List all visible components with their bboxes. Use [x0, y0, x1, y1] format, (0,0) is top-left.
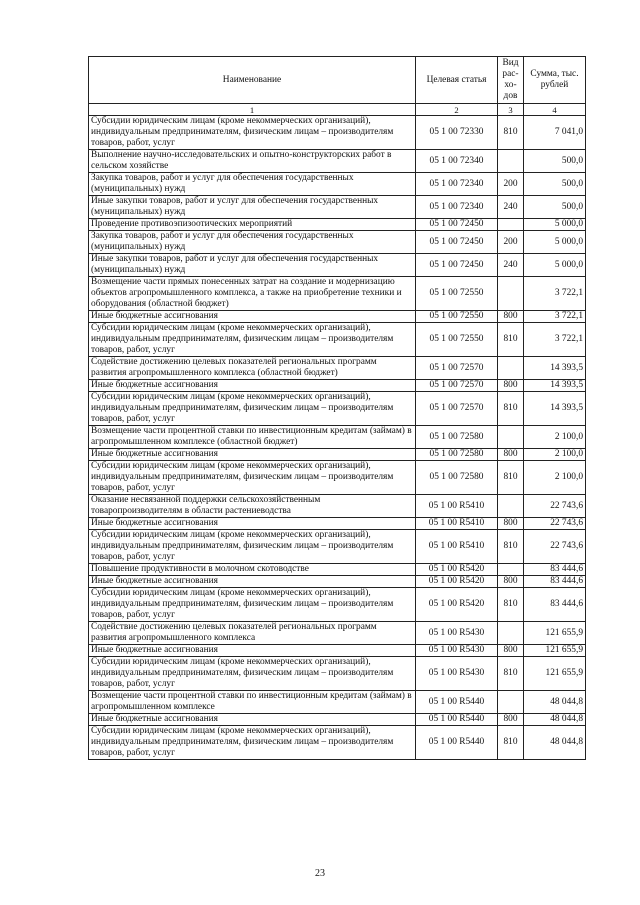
cell-name: Проведение противоэпизоотических мероприятий [89, 219, 416, 231]
cell-sum: 7 041,0 [524, 116, 586, 150]
cell-sum: 500,0 [524, 173, 586, 196]
table-row [89, 588, 586, 622]
table-row [89, 426, 586, 449]
cell-name: Оказание несвязанной поддержки сельскохозяйственным товаропроизводителям в области растениеводства [89, 495, 416, 518]
cell-vid [498, 277, 524, 311]
cell-code: 05 1 00 72340 [416, 150, 498, 173]
cell-name: Иные закупки товаров, работ и услуг для обеспечения государственных (муниципальных) нужд [89, 254, 416, 277]
column-number: 4 [524, 104, 586, 116]
cell-sum: 5 000,0 [524, 219, 586, 231]
table-row [89, 461, 586, 495]
cell-name: Возмещение части прямых понесенных затрат на создание и модернизацию объектов агропромышленного комплекса, а также на приобретение техники и оборудования (областной бюджет) [89, 277, 416, 311]
page-number: 23 [315, 868, 325, 879]
cell-sum: 3 722,1 [524, 323, 586, 357]
cell-code: 05 1 00 72570 [416, 357, 498, 380]
cell-sum: 3 722,1 [524, 311, 586, 323]
cell-code: 05 1 00 72580 [416, 449, 498, 461]
table-body [89, 116, 586, 760]
budget-table-container [88, 56, 585, 760]
table-row [89, 380, 586, 392]
table-row [89, 530, 586, 564]
cell-vid: 810 [498, 392, 524, 426]
table-row [89, 116, 586, 150]
cell-vid: 800 [498, 645, 524, 657]
table-row [89, 150, 586, 173]
cell-sum: 121 655,9 [524, 657, 586, 691]
cell-code: 05 1 00 72570 [416, 392, 498, 426]
cell-vid [498, 426, 524, 449]
cell-code: 05 1 00 72550 [416, 323, 498, 357]
cell-name: Иные бюджетные ассигнования [89, 645, 416, 657]
cell-code: 05 1 00 72580 [416, 461, 498, 495]
cell-vid: 240 [498, 196, 524, 219]
table-row [89, 311, 586, 323]
cell-code: 05 1 00 R5420 [416, 588, 498, 622]
column-number: 2 [416, 104, 498, 116]
cell-sum: 5 000,0 [524, 254, 586, 277]
cell-code: 05 1 00 72340 [416, 173, 498, 196]
budget-table [88, 56, 586, 760]
table-row [89, 173, 586, 196]
table-row [89, 254, 586, 277]
cell-code: 05 1 00 72550 [416, 277, 498, 311]
table-row [89, 231, 586, 254]
cell-name: Иные бюджетные ассигнования [89, 449, 416, 461]
cell-name: Субсидии юридическим лицам (кроме некоммерческих организаций), индивидуальным предпринимателям, физическим лицам – производителям товаров, работ, услуг [89, 657, 416, 691]
cell-name: Иные бюджетные ассигнования [89, 311, 416, 323]
cell-name: Субсидии юридическим лицам (кроме некоммерческих организаций), индивидуальным предпринимателям, физическим лицам – производителям товаров, работ, услуг [89, 116, 416, 150]
cell-sum: 500,0 [524, 150, 586, 173]
column-number-row [89, 104, 586, 116]
table-row [89, 357, 586, 380]
cell-sum: 2 100,0 [524, 426, 586, 449]
cell-vid: 810 [498, 588, 524, 622]
table-row [89, 645, 586, 657]
table-row [89, 196, 586, 219]
cell-vid: 810 [498, 530, 524, 564]
cell-vid: 810 [498, 726, 524, 760]
cell-code: 05 1 00 R5410 [416, 530, 498, 564]
cell-code: 05 1 00 R5430 [416, 622, 498, 645]
cell-name: Иные бюджетные ассигнования [89, 518, 416, 530]
table-row [89, 691, 586, 714]
cell-vid: 200 [498, 231, 524, 254]
cell-code: 05 1 00 72330 [416, 116, 498, 150]
cell-vid: 810 [498, 323, 524, 357]
cell-name: Субсидии юридическим лицам (кроме некоммерческих организаций), индивидуальным предпринимателям, физическим лицам – производителям товаров, работ, услуг [89, 588, 416, 622]
cell-vid [498, 219, 524, 231]
cell-name: Закупка товаров, работ и услуг для обеспечения государственных (муниципальных) нужд [89, 173, 416, 196]
cell-sum: 22 743,6 [524, 530, 586, 564]
cell-code: 05 1 00 R5410 [416, 495, 498, 518]
cell-code: 05 1 00 72340 [416, 196, 498, 219]
cell-name: Субсидии юридическим лицам (кроме некоммерческих организаций), индивидуальным предпринимателям, физическим лицам – производителям товаров, работ, услуг [89, 726, 416, 760]
cell-code: 05 1 00 72570 [416, 380, 498, 392]
table-row [89, 726, 586, 760]
cell-name: Содействие достижению целевых показателей региональных программ развития агропромышленного комплекса (областной бюджет) [89, 357, 416, 380]
cell-code: 05 1 00 R5410 [416, 518, 498, 530]
cell-sum: 3 722,1 [524, 277, 586, 311]
table-row [89, 495, 586, 518]
cell-vid: 800 [498, 380, 524, 392]
cell-name: Субсидии юридическим лицам (кроме некоммерческих организаций), индивидуальным предпринимателям, физическим лицам – производителям товаров, работ, услуг [89, 530, 416, 564]
header-code: Целевая статья [416, 57, 498, 104]
cell-vid: 200 [498, 173, 524, 196]
cell-code: 05 1 00 72450 [416, 231, 498, 254]
cell-vid [498, 357, 524, 380]
cell-vid: 810 [498, 461, 524, 495]
cell-sum: 22 743,6 [524, 518, 586, 530]
cell-code: 05 1 00 R5420 [416, 564, 498, 576]
cell-code: 05 1 00 R5430 [416, 645, 498, 657]
table-row [89, 622, 586, 645]
table-row [89, 392, 586, 426]
cell-name: Иные закупки товаров, работ и услуг для обеспечения государственных (муниципальных) нужд [89, 196, 416, 219]
cell-vid: 800 [498, 714, 524, 726]
cell-code: 05 1 00 R5420 [416, 576, 498, 588]
cell-code: 05 1 00 72450 [416, 254, 498, 277]
cell-code: 05 1 00 R5440 [416, 726, 498, 760]
table-row [89, 657, 586, 691]
header-name: Наименование [89, 57, 416, 104]
table-row [89, 714, 586, 726]
cell-vid [498, 495, 524, 518]
cell-name: Возмещение части процентной ставки по инвестиционным кредитам (займам) в агропромышленном комплексе [89, 691, 416, 714]
table-row [89, 323, 586, 357]
header-vid: Вид рас-хо-дов [498, 57, 524, 104]
table-row [89, 564, 586, 576]
table-header-row [89, 57, 586, 104]
cell-sum: 48 044,8 [524, 714, 586, 726]
cell-code: 05 1 00 72550 [416, 311, 498, 323]
cell-sum: 83 444,6 [524, 576, 586, 588]
cell-sum: 2 100,0 [524, 461, 586, 495]
cell-sum: 22 743,6 [524, 495, 586, 518]
cell-name: Иные бюджетные ассигнования [89, 714, 416, 726]
table-row [89, 576, 586, 588]
cell-code: 05 1 00 72580 [416, 426, 498, 449]
cell-vid [498, 150, 524, 173]
cell-code: 05 1 00 72450 [416, 219, 498, 231]
cell-sum: 121 655,9 [524, 622, 586, 645]
cell-sum: 5 000,0 [524, 231, 586, 254]
cell-vid [498, 691, 524, 714]
cell-vid: 800 [498, 311, 524, 323]
cell-sum: 83 444,6 [524, 588, 586, 622]
cell-vid [498, 622, 524, 645]
cell-sum: 14 393,5 [524, 357, 586, 380]
cell-name: Содействие достижению целевых показателей региональных программ развития агропромышленного комплекса [89, 622, 416, 645]
cell-sum: 121 655,9 [524, 645, 586, 657]
cell-code: 05 1 00 R5440 [416, 714, 498, 726]
table-row [89, 518, 586, 530]
cell-vid: 810 [498, 116, 524, 150]
cell-name: Субсидии юридическим лицам (кроме некоммерческих организаций), индивидуальным предпринимателям, физическим лицам – производителям товаров, работ, услуг [89, 392, 416, 426]
cell-vid: 800 [498, 449, 524, 461]
cell-sum: 500,0 [524, 196, 586, 219]
cell-vid: 800 [498, 576, 524, 588]
cell-vid: 810 [498, 657, 524, 691]
cell-name: Выполнение научно-исследовательских и опытно-конструкторских работ в сельском хозяйстве [89, 150, 416, 173]
cell-sum: 48 044,8 [524, 726, 586, 760]
cell-code: 05 1 00 R5430 [416, 657, 498, 691]
cell-sum: 83 444,6 [524, 564, 586, 576]
cell-sum: 48 044,8 [524, 691, 586, 714]
table-row [89, 277, 586, 311]
cell-vid [498, 564, 524, 576]
table-row [89, 219, 586, 231]
cell-name: Субсидии юридическим лицам (кроме некоммерческих организаций), индивидуальным предпринимателям, физическим лицам – производителям товаров, работ, услуг [89, 461, 416, 495]
column-number: 3 [498, 104, 524, 116]
cell-vid: 240 [498, 254, 524, 277]
cell-sum: 14 393,5 [524, 380, 586, 392]
cell-name: Субсидии юридическим лицам (кроме некоммерческих организаций), индивидуальным предпринимателям, физическим лицам – производителям товаров, работ, услуг [89, 323, 416, 357]
cell-sum: 14 393,5 [524, 392, 586, 426]
cell-name: Закупка товаров, работ и услуг для обеспечения государственных (муниципальных) нужд [89, 231, 416, 254]
cell-name: Повышение продуктивности в молочном скотоводстве [89, 564, 416, 576]
cell-code: 05 1 00 R5440 [416, 691, 498, 714]
header-sum: Сумма, тыс. рублей [524, 57, 586, 104]
cell-sum: 2 100,0 [524, 449, 586, 461]
cell-name: Иные бюджетные ассигнования [89, 380, 416, 392]
cell-vid: 800 [498, 518, 524, 530]
column-number: 1 [89, 104, 416, 116]
table-row [89, 449, 586, 461]
cell-name: Иные бюджетные ассигнования [89, 576, 416, 588]
cell-name: Возмещение части процентной ставки по инвестиционным кредитам (займам) в агропромышленном комплексе (областной бюджет) [89, 426, 416, 449]
